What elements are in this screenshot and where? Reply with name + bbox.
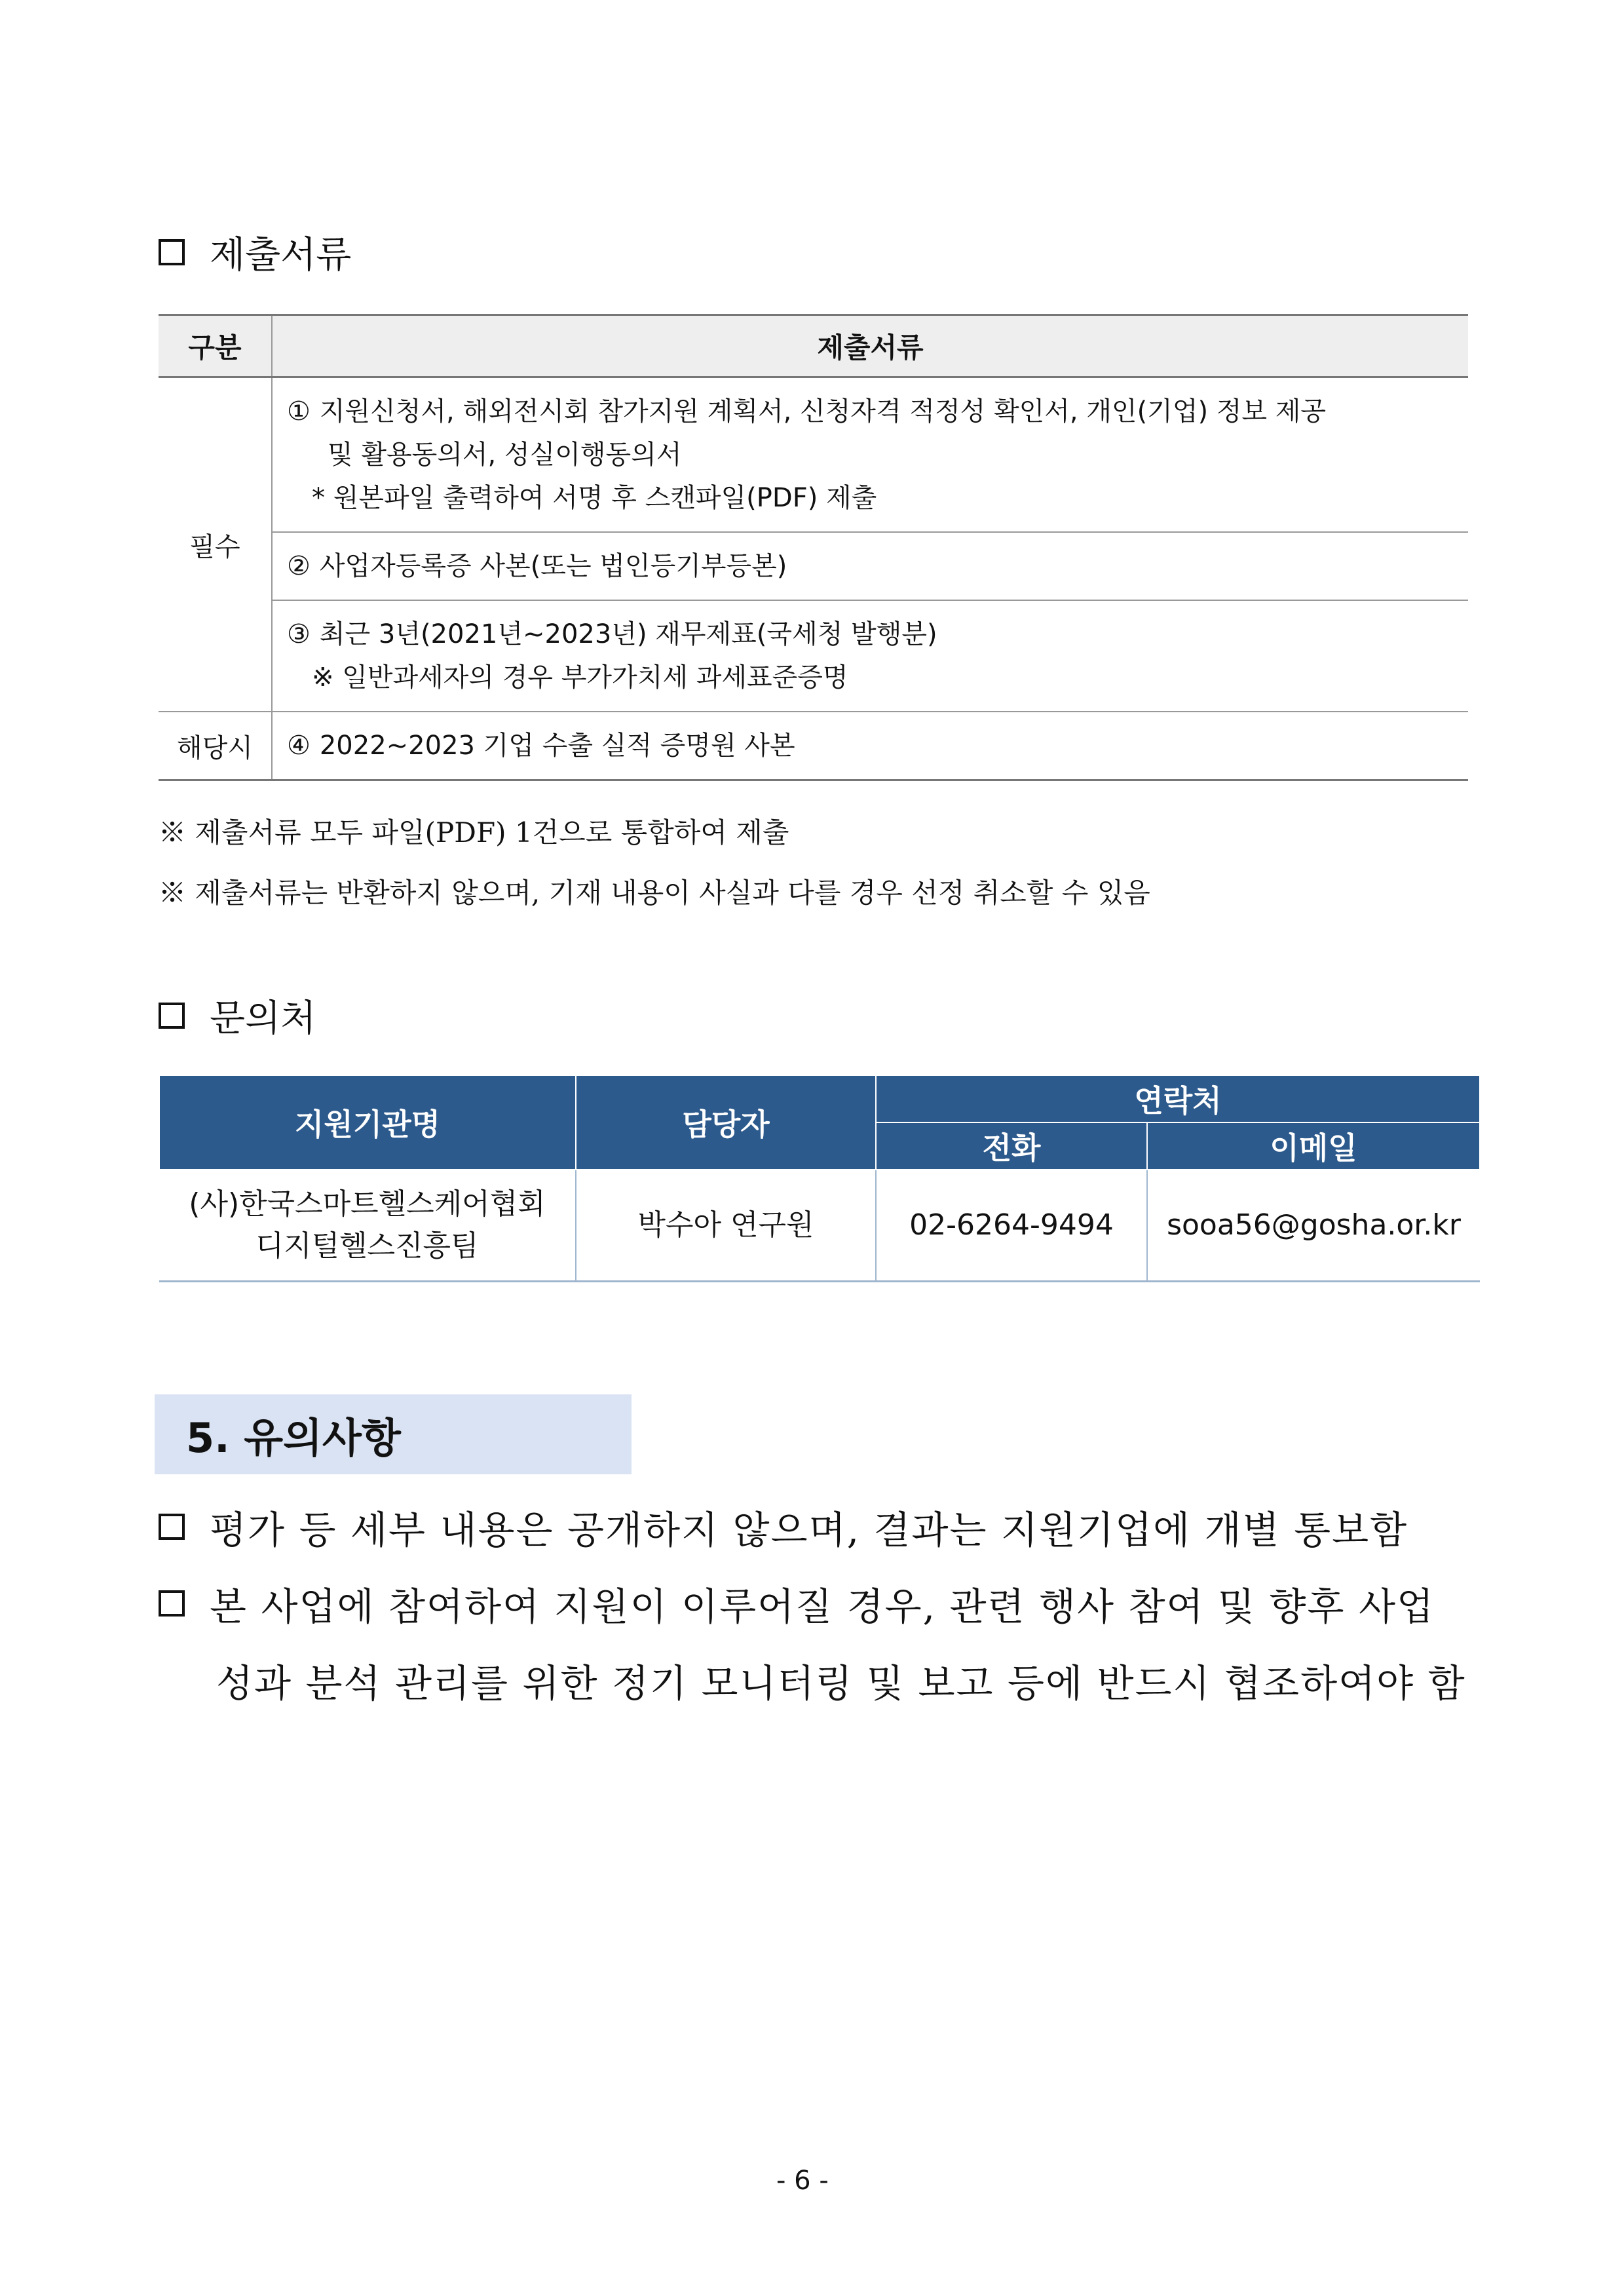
checkbox-square-icon bbox=[159, 1003, 185, 1029]
notice-text: 본 사업에 참여하여 지원이 이루어질 경우, 관련 행사 참여 및 향후 사업 bbox=[210, 1584, 1435, 1629]
col-header-contact: 연락처 bbox=[876, 1075, 1480, 1122]
contact-org bbox=[159, 1170, 576, 1282]
page-number: - 6 - bbox=[776, 2166, 829, 2196]
item-text: 지원신청서, 해외전시회 참가지원 계획서, 신청자격 적정성 확인서, 개인(기업) 정보 제공 bbox=[319, 396, 1327, 427]
checkbox-square-icon bbox=[159, 239, 185, 265]
item-text: 사업자등록증 사본(또는 법인등기부등본) bbox=[319, 551, 787, 581]
org-name: (사)한국스마트헬스케어협회 bbox=[189, 1187, 546, 1221]
contact-email: sooa56@gosha.or.kr bbox=[1147, 1170, 1480, 1282]
item-marker: ② bbox=[287, 551, 311, 581]
contact-header-row bbox=[159, 1075, 1480, 1122]
doc-item-3 bbox=[272, 600, 1468, 712]
submission-heading-text: 제출서류 bbox=[210, 234, 352, 277]
item-marker: ③ bbox=[287, 619, 311, 649]
table-row bbox=[159, 377, 1468, 533]
table-header-row bbox=[159, 315, 1468, 377]
required-label: 필수 bbox=[159, 377, 272, 712]
doc-item-1 bbox=[272, 377, 1468, 533]
contact-heading bbox=[159, 989, 316, 1042]
notice-text: 평가 등 세부 내용은 공개하지 않으며, 결과는 지원기업에 개별 통보함 bbox=[210, 1508, 1408, 1552]
doc-item-4 bbox=[272, 712, 1468, 780]
table-row bbox=[159, 532, 1468, 600]
col-header-org: 지원기관명 bbox=[159, 1075, 576, 1170]
contact-phone: 02-6264-9494 bbox=[876, 1170, 1147, 1282]
submission-table bbox=[159, 314, 1468, 781]
item-note: * 원본파일 출력하여 서명 후 스캔파일(PDF) 제출 bbox=[312, 483, 877, 513]
item-text: 최근 3년(2021년~2023년) 재무제표(국세청 발행분) bbox=[319, 619, 937, 649]
table-row bbox=[159, 1170, 1480, 1282]
col-header-email: 이메일 bbox=[1147, 1122, 1480, 1170]
section5-title-box bbox=[155, 1394, 632, 1474]
doc-item-2 bbox=[272, 532, 1468, 600]
notice-item-1 bbox=[159, 1499, 1408, 1554]
section5-title: 5. 유의사항 bbox=[186, 1413, 401, 1462]
item-text: 2022~2023 기업 수출 실적 증명원 사본 bbox=[319, 731, 795, 761]
notice-item-2-cont: 성과 분석 관리를 위한 정기 모니터링 및 보고 등에 반드시 협조하여야 함 bbox=[216, 1661, 1466, 1706]
submission-heading bbox=[159, 226, 351, 278]
item-marker: ④ bbox=[287, 731, 311, 761]
submission-note-1: ※ 제출서류 모두 파일(PDF) 1건으로 통합하여 제출 bbox=[159, 816, 789, 849]
table-row bbox=[159, 712, 1468, 780]
item-note: ※ 일반과세자의 경우 부가가치세 과세표준증명 bbox=[312, 662, 848, 693]
notice-item-2 bbox=[159, 1576, 1435, 1631]
contact-heading-text: 문의처 bbox=[210, 997, 316, 1040]
checkbox-square-icon bbox=[159, 1590, 185, 1617]
col-header-category: 구분 bbox=[159, 315, 272, 377]
item-marker: ① bbox=[287, 396, 311, 427]
col-header-person: 담당자 bbox=[576, 1075, 876, 1170]
col-header-documents: 제출서류 bbox=[272, 315, 1468, 377]
org-team: 디지털헬스진흥팀 bbox=[255, 1229, 479, 1263]
contact-table bbox=[159, 1075, 1481, 1282]
item-text-cont: 및 활용동의서, 성실이행동의서 bbox=[328, 440, 682, 470]
contact-person: 박수아 연구원 bbox=[576, 1170, 876, 1282]
checkbox-square-icon bbox=[159, 1514, 185, 1540]
submission-note-2: ※ 제출서류는 반환하지 않으며, 기재 내용이 사실과 다를 경우 선정 취소할 수 있음 bbox=[159, 877, 1150, 909]
table-row bbox=[159, 600, 1468, 712]
col-header-phone: 전화 bbox=[876, 1122, 1147, 1170]
optional-label: 해당시 bbox=[159, 712, 272, 780]
